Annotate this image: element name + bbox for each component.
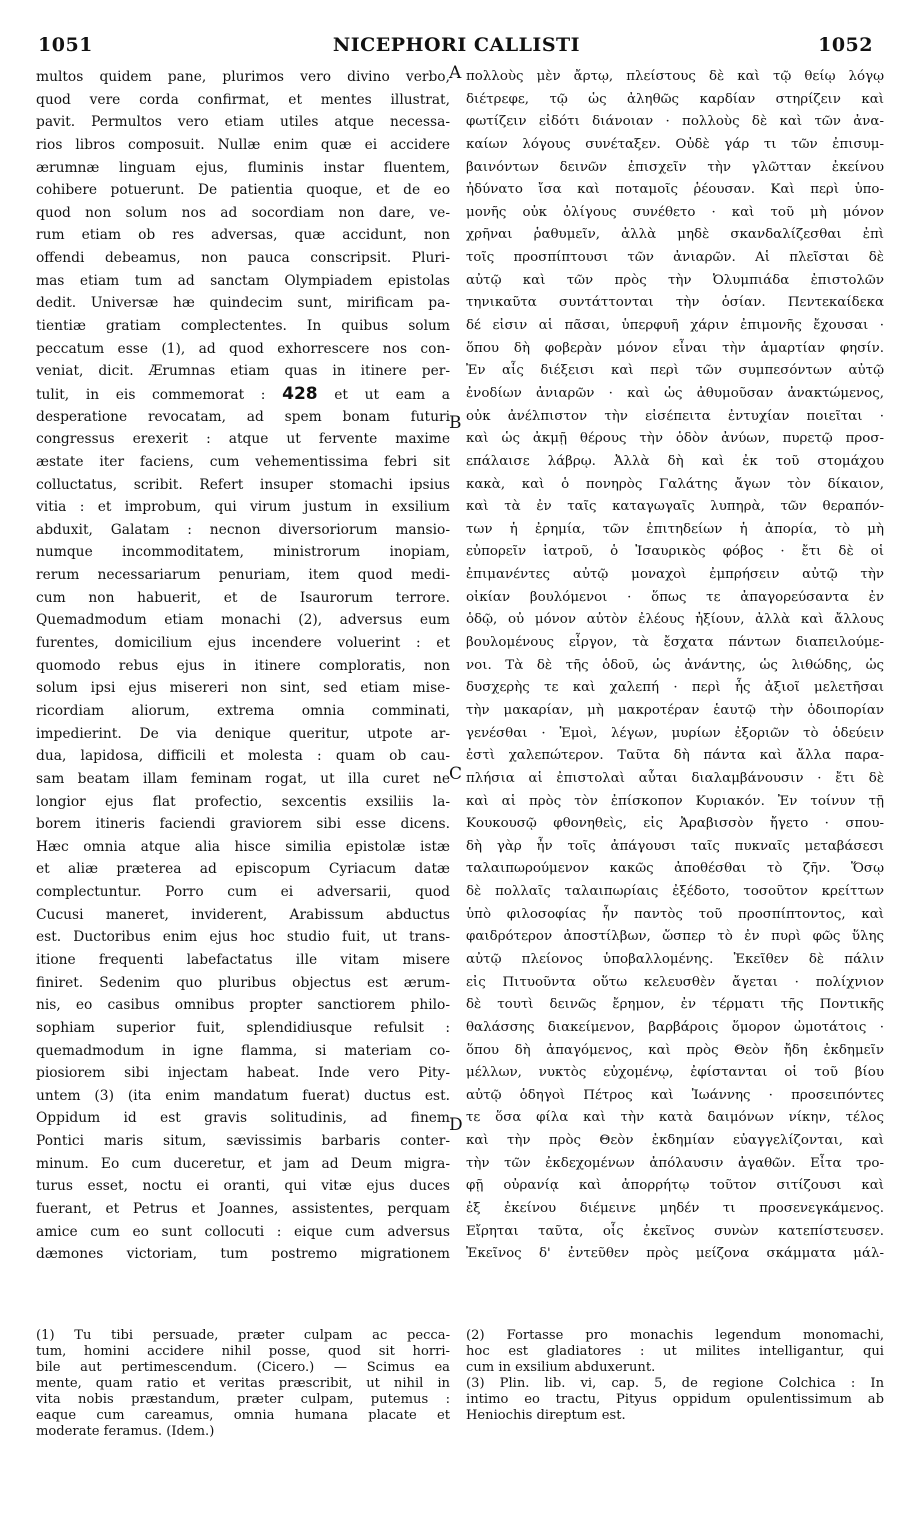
text-line: ὑπὸ φιλοσοφίας ἦν παντὸς τοῦ προσπίπτοντος, καὶ [466,906,884,922]
text-line: οἰκίαν βουλόμενοι · ὅπως τε ἀπαγορεύσαντα ἐν [466,589,884,605]
text-line: furentes, domicilium ejus incendere voluerint : et [36,635,450,652]
text-line: moderate feramus. (Idem.) [36,1424,215,1439]
text-line: Oppidum id est gravis solitudinis, ad finem [36,1110,450,1127]
text-line: numque incommoditatem, ministrorum inopiam, [36,544,450,561]
text-line: μονῆς οὐκ ὀλίγους συνέθετο · καὶ τοῦ μὴ μόνον [466,204,884,220]
footnotes-left [36,1328,450,1440]
text-line: δὲ τουτὶ δεινῶς ἔρημον, ἐν τέρματι τῆς Ποντικῆς [466,997,884,1013]
text-line: χρῆναι ῥαθυμεῖν, ἀλλὰ μηδὲ σκανδαλίζεσθαι ἐπὶ [466,227,884,243]
text-line: δὲ πολλαῖς ταλαιπωρίαις ἐξέδοτο, τοσοῦτον κρείττων [466,884,884,900]
text-line: ærumnæ linguam ejus, fluminis instar fluentem, [36,159,450,176]
text-line: untem (3) (ita enim mandatum fuerat) ductus est. [36,1087,450,1104]
text-line: γενέσθαι · Ἐμοὶ, λέγων, μυρίων ἐξοριῶν τὸ ὁδεύειν [466,725,884,741]
greek-text-column [466,66,884,1266]
margin-marker-d: D [449,1115,463,1135]
text-line: rerum necessariarum penuriam, item quod medi- [36,567,450,584]
text-line: tientiæ gratiam complectentes. In quibus solum [36,318,450,335]
text-line: intimo eo tractu, Pityus oppidum opulentissimum ab [466,1392,884,1407]
text-line: rum etiam ob res adversas, quæ accidunt, non [36,227,450,244]
text-line: Εἴρηται ταῦτα, οἷς ἐκεῖνος συνὼν κατεπίστευσεν. [466,1223,884,1239]
text-line: τὴν τῶν ἐκδεχομένων ἀπόλαυσιν ἀγαθῶν. Εἶτα τρο- [466,1155,884,1171]
text-line: τηνικαῦτα συντάττονται τὴν ὁσίαν. Πεντεκαίδεκα [466,295,884,311]
text-line: borem itineris faciendi graviorem sibi esse dicens. [36,816,450,833]
column-reference-number: 428 [282,383,318,404]
text-line: fuerant, et Petrus et Joannes, assistentes, perquam [36,1201,450,1218]
text-line: βαινόντων δεινῶν ἐπισχεῖν τὴν γλῶτταν ἐκείνου [466,159,884,175]
text-line: abduxit, Galatam : necnon diversoriorum mansio- [36,521,450,538]
text-line: dæmones victoriam, tum postremo migrationem [36,1246,450,1263]
text-line: tum, homini accidere nihil posse, quod sit horri- [36,1344,450,1359]
text-line: quomodo rebus ejus in itinere comploratis, non [36,657,450,674]
text-line: itione frequenti labefactatus ille vitam misere [36,951,450,968]
text-line: αὐτῷ ὁδηγοὶ Πέτρος καὶ Ἰωάννης · προσειπόντες [466,1087,884,1103]
text-line: φῇ οὐρανίᾳ καὶ ἀπορρήτῳ τοῦτον σιτίζουσι καὶ [466,1178,884,1194]
text-line: cum in exsilium abduxerunt. [466,1360,656,1375]
text-line: επάλαισε λάβρῳ. Ἀλλὰ δὴ καὶ ἐκ τοῦ στομάχου [466,453,884,469]
text-line: vitia : et improbum, qui virum justum in exsilium [36,499,450,516]
text-line: pavit. Permultos vero etiam utiles atque necessa- [36,114,450,131]
text-line: vita nobis præstandum, præter culpam, putemus : [36,1392,450,1407]
text-line: est. Ductoribus enim ejus hoc studio fuit, ut trans- [36,929,450,946]
margin-marker-c: C [449,764,463,784]
text-line: multos quidem pane, plurimos vero divino verbo, [36,69,450,85]
text-line: veniat, dicit. Ærumnas etiam quas in itinere per- [36,363,450,380]
text-line: πλήσια αἱ ἐπιστολαὶ αὗται διαλαμβάνουσιν · ἔτι δὲ [466,770,884,786]
text-line: βουλομένους εἶργον, τὰ ἔσχατα πάντων διαπειλούμε- [466,635,884,651]
text-line: peccatum esse (1), ad quod exhorrescere nos con- [36,340,450,357]
margin-marker-b: B [449,413,462,433]
text-line: colluctatus, scribit. Refert insuper stomachi ipsius [36,476,450,493]
text-line: mas etiam tum ad sanctam Olympiadem epistolas [36,272,450,289]
text-line: dedit. Universæ hæ quindecim sunt, mirificam pa- [36,295,450,312]
text-line: καὶ αἱ πρὸς τὸν ἐπίσκοπον Κυριακόν. Ἐν τοίνυν τῇ [466,793,884,809]
text-line: φαιδρότερον ἀποστίλβων, ὥσπερ τὸ ἐν πυρὶ φῶς ὕλης [466,929,884,945]
text-line: ἠδύνατο ἴσα καὶ ποταμοῖς ῥέουσαν. Καὶ περὶ ὑπο- [466,182,884,198]
text-line: Quemadmodum etiam monachi (2), adversus eum [36,612,450,629]
text-line: finiret. Sedenim quo pluribus objectus est ærum- [36,974,450,991]
text-line: cum non habuerit, et de Isaurorum terrore. [36,589,450,606]
text-line: tulit, in eis commemorat : 428 et ut eam a [36,383,450,404]
text-line: quemadmodum in igne flamma, si materiam co- [36,1042,450,1059]
text-line: Cucusi maneret, inviderent, Arabissum abductus [36,906,450,923]
text-line: amice cum eo sunt collocuti : eique cum adversus [36,1223,450,1240]
text-line: Pontici maris situm, sævissimis barbaris conter- [36,1133,450,1150]
text-line: καὶ τὰ ἐν ταῖς καταγωγαῖς λυπηρὰ, τῶν θεραπόν- [466,499,884,515]
text-line: mente, quam ratio et veritas præscribit, ut nihil in [36,1376,450,1391]
text-line: δὴ γὰρ ἦν τοῖς ἀπάγουσι ταῖς πυκναῖς μεταβάσεσι [466,838,884,854]
text-line: complectuntur. Porro cum ei adversarii, quod [36,884,450,901]
text-line: καὶ τὴν πρὸς Θεὸν ἐκδημίαν εὐαγγελίζονται, καὶ [466,1133,884,1149]
text-line: desperatione revocatam, ad spem bonam futuri [36,408,450,425]
text-line: ἐξ ἐκείνου διέμεινε μηδέν τι προσενεγκάμενος. [466,1201,884,1217]
text-line: ὅπου δὴ φοβερὰν μόνον εἶναι τὴν ἁμαρτίαν φησίν. [466,340,884,356]
text-line: τε ὅσα φίλα καὶ τὴν κατὰ δαιμόνων νίκην, τέλος [466,1110,884,1126]
text-line: κακὰ, καὶ ὁ πονηρὸς Γαλάτης ἄγων τὸν δίκαιον, [466,476,884,492]
text-line: et aliæ præterea ad episcopum Cyriacum datæ [36,861,450,878]
text-line: αὐτῷ καὶ τῶν πρὸς τὴν Ὀλυμπιάδα ἐπιστολῶν [466,272,884,288]
footnotes-right [466,1328,884,1424]
text-line: impedierint. De via denique queritur, utpote ar- [36,725,450,742]
text-line: εὐπορεῖν ἰατροῦ, ὁ Ἰσαυρικὸς φόβος · ἔτι δὲ οἱ [466,544,884,560]
text-line: νοι. Τὰ δὲ τῆς ὁδοῦ, ὡς ἀνάντης, ὡς λιθώδης, ὡς [466,657,884,673]
text-line: θαλάσσης διακείμενον, βαρβάροις ὅμορον ὠμοτάτοις · [466,1019,884,1035]
text-line: ἐνοδίων ἀνιαρῶν · καὶ ὡς ἀθυμοῦσαν ἀνακτώμενος, [466,385,884,401]
text-line: bile aut pertimescendum. (Cicero.) — Scimus ea [36,1360,450,1375]
text-line: Ἐν αἷς διέξεισι καὶ περὶ τῶν συμπεσόντων αὐτῷ [466,363,884,379]
running-title: NICEPHORI CALLISTI [332,34,581,56]
text-line: εἰς Πιτυοῦντα οὕτω κελευσθὲν ἄγεται · πολίχνιον [466,974,884,990]
text-line: οὐκ ἀνέλπιστον τὴν εἰσέπειτα ἐντυχίαν ποιεῖται · [466,408,884,424]
text-line: sophiam superior fuit, splendidiusque refulsit : [36,1019,450,1036]
text-line: Κουκουσῷ φθονηθεὶς, εἰς Ἀραβισσὸν ἤγετο · σπου- [466,816,884,832]
text-line: solum ipsi ejus misereri non sint, sed etiam mise- [36,680,450,697]
text-line: Hæc omnia atque alia hisce similia epistolæ istæ [36,838,450,855]
text-line: offendi debeamus, non pauca conscripsit. Pluri- [36,250,450,267]
text-line: τοῖς προσπίπτουσι τῶν ἀνιαρῶν. Αἱ πλεῖσται δὲ [466,250,884,266]
margin-marker-a: A [449,63,462,83]
text-line: διέτρεφε, τῷ ὡς ἀληθῶς καρδίαν στηρίζειν καὶ [466,91,884,107]
text-line: καὶ ὡς ἀκμῇ θέρους τὴν ὁδὸν ἀνύων, πυρετῷ προσ- [466,431,884,447]
text-line: πολλοὺς μὲν ἄρτῳ, πλείστους δὲ καὶ τῷ θείῳ λόγῳ [466,69,884,84]
text-line: ricordiam aliorum, extrema omnia comminati, [36,702,450,719]
text-line: ταλαιπωρούμενον κακῶς ἀποθέσθαι τὸ ζῆν. Ὅσῳ [466,861,884,877]
text-line: ἐπιμανέντες αὐτῷ μοναχοὶ ἐμπρήσειν αὐτῷ τὴν [466,567,884,583]
latin-text-column [36,66,450,1266]
text-line: τὴν μακαρίαν, μὴ μακροτέραν ἑαυτῷ τὴν ὁδοιπορίαν [466,702,884,718]
text-line: ὁδῷ, οὐ μόνον αὐτὸν ἐλέους ἠξίουν, ἀλλὰ καὶ ἄλλους [466,612,884,628]
text-line: nis, eo casibus omnibus propter sanctiorem philo- [36,997,450,1014]
page-number-left: 1051 [38,34,93,56]
text-line: των ἡ ἐρημία, τῶν ἐπιτηδείων ἡ ἀπορία, τὸ μὴ [466,521,884,537]
text-line: quod vere corda confirmat, et mentes illustrat, [36,91,450,108]
text-line: cohibere potuerunt. De patientia quoque, et de eo [36,182,450,199]
text-line: congressus erexerit : atque ut fervente maxime [36,431,450,448]
text-line: φωτίζειν εἰδότι διάνοιαν · πολλοὺς δὲ καὶ τῶν ἀνα- [466,114,884,130]
text-line: ὅπου δὴ ἀπαγόμενος, καὶ πρὸς Θεὸν ἤδη ἐκδημεῖν [466,1042,884,1058]
text-line: αὐτῷ πλείονος ὑποβαλλομένης. Ἐκεῖθεν δὲ πάλιν [466,951,884,967]
page-number-right: 1052 [818,34,873,56]
text-line: dua, lapidosa, difficili et molesta : quam ob cau- [36,748,450,765]
text-line: μέλλων, νυκτὸς εὐχομένῳ, ἐφίστανται οἱ τοῦ βίου [466,1065,884,1081]
text-line: καίων λόγους συνέταξεν. Οὐδὲ γάρ τι τῶν ἐπισυμ- [466,136,884,152]
text-line: turus esset, noctu ei oranti, qui vitæ ejus duces [36,1178,450,1195]
text-line: (3) Plin. lib. vi, cap. 5, de regione Colchica : In [466,1376,884,1391]
text-line: æstate iter faciens, cum vehementissima febri sit [36,453,450,470]
text-line: rios libros composuit. Nullæ enim quæ ei accidere [36,136,450,153]
text-line: ἐστὶ χαλεπώτερον. Ταῦτα δὴ πάντα καὶ ἄλλα παρα- [466,748,884,764]
text-line: sam beatam illam feminam rogat, ut illa curet ne [36,770,450,787]
text-line: (2) Fortasse pro monachis legendum monomachi, [466,1328,884,1343]
text-line: eaque cum careamus, omnia humana placate et [36,1408,450,1423]
text-line: quod non solum nos ad socordiam non dare, ve- [36,204,450,221]
text-line: δυσχερὴς τε καὶ χαλεπή · περὶ ἧς ἀξιοῖ μελετῆσαι [466,680,884,696]
text-line: piosiorem sibi injectam habeat. Inde vero Pity- [36,1065,450,1082]
text-line: Heniochis direptum est. [466,1408,626,1423]
text-line: longior ejus flat profectio, sexcentis exsiliis la- [36,793,450,810]
text-line: hoc est gladiatores : ut milites intelligantur, qui [466,1344,884,1359]
text-line: δέ εἰσιν αἱ πᾶσαι, ὑπερφυῆ χάριν ἐπιμονῆς ἔχουσαι · [466,318,884,334]
text-line: (1) Tu tibi persuade, præter culpam ac pecca- [36,1328,450,1343]
text-line: minum. Eo cum duceretur, et jam ad Deum migra- [36,1155,450,1172]
text-line: Ἐκεῖνος δ' ἐντεῦθεν πρὸς μείζονα σκάμματα μάλ- [466,1246,884,1262]
